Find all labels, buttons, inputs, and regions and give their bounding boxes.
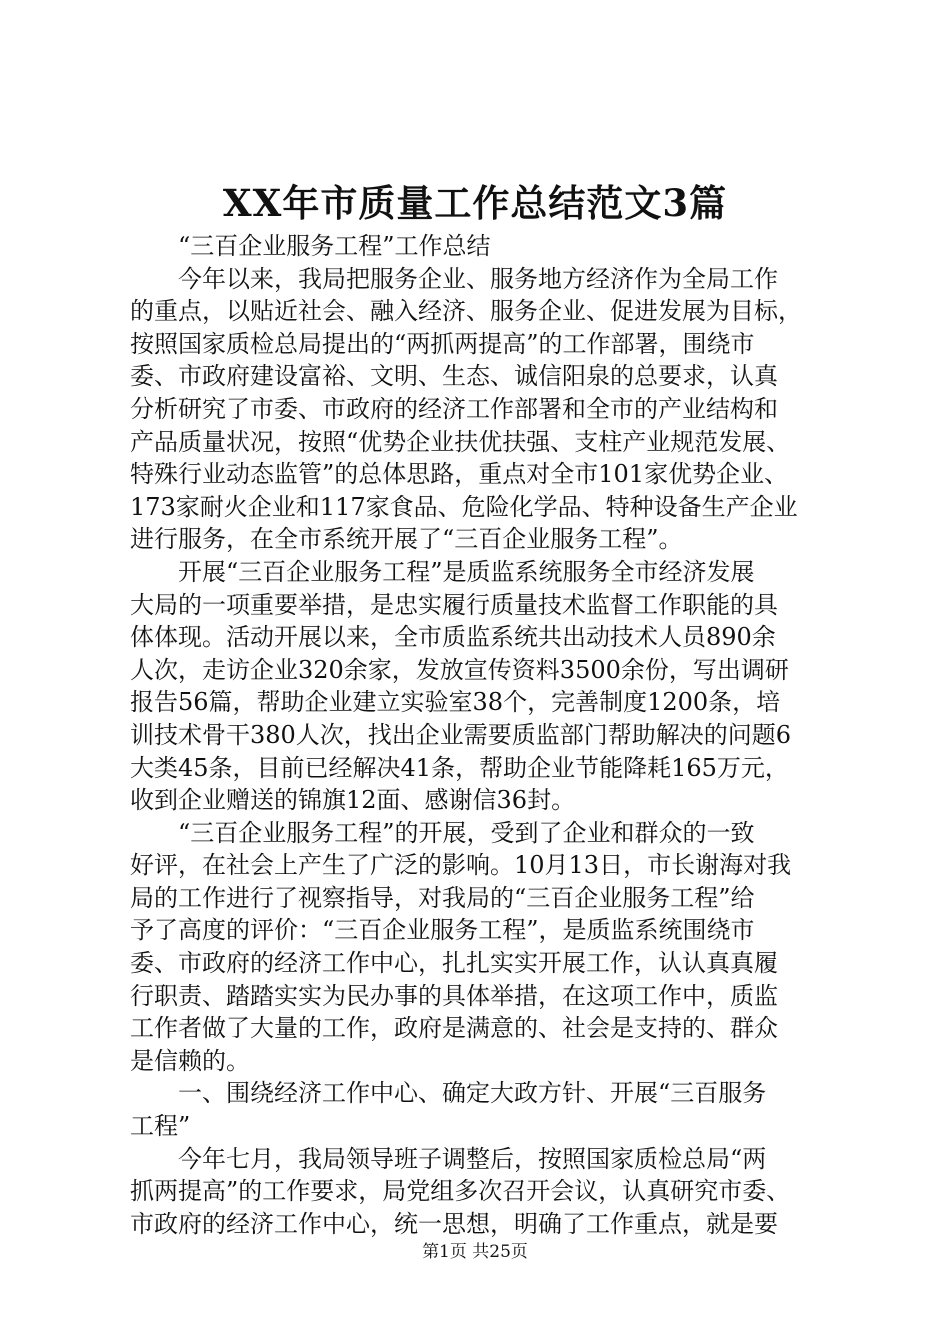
body-text-line: 进行服务，在全市系统开展了“三百企业服务工程”。 bbox=[130, 525, 683, 554]
body-text-line: 173家耐火企业和117家食品、危险化学品、特种设备生产企业 bbox=[130, 492, 798, 521]
body-text-line: 是信赖的。 bbox=[130, 1046, 250, 1075]
body-text-line: 特殊行业动态监管”的总体思路，重点对全市101家优势企业、 bbox=[130, 460, 789, 489]
body-text-line: 的重点，以贴近社会、融入经济、服务企业、促进发展为目标， bbox=[130, 297, 802, 326]
body-text-line: 大类45条，目前已经解决41条，帮助企业节能降耗165万元， bbox=[130, 753, 789, 782]
body-text-line: 工作者做了大量的工作，政府是满意的、社会是支持的、群众 bbox=[130, 1014, 778, 1043]
body-text-line: 人次，走访企业320余家，发放宣传资料3500余份，写出调研 bbox=[130, 655, 789, 684]
body-text-line: 局的工作进行了视察指导，对我局的“三百企业服务工程”给 bbox=[130, 883, 755, 912]
body-text-line: “三百企业服务工程”的开展，受到了企业和群众的一致 bbox=[130, 818, 755, 847]
body-text-line: 一、围绕经济工作中心、确定大政方针、开展“三百服务 bbox=[130, 1079, 767, 1108]
body-text-line: 市政府的经济工作中心，统一思想，明确了工作重点，就是要 bbox=[130, 1209, 778, 1238]
body-text-line: 大局的一项重要举措，是忠实履行质量技术监督工作职能的具 bbox=[130, 590, 778, 619]
body-text-line: 训技术骨干380人次，找出企业需要质监部门帮助解决的问题6 bbox=[130, 720, 792, 749]
body-text-line: 工程” bbox=[130, 1112, 191, 1141]
body-text-line: 行职责、踏踏实实为民办事的具体举措，在这项工作中，质监 bbox=[130, 981, 778, 1010]
body-text-line: “三百企业服务工程”工作总结 bbox=[130, 232, 491, 260]
document-title: XX年市质量工作总结范文3篇 bbox=[222, 181, 728, 225]
body-text-line: 好评，在社会上产生了广泛的影响。10月13日，市长谢海对我 bbox=[130, 851, 792, 880]
body-text-line: 予了高度的评价：“三百企业服务工程”，是质监系统围绕市 bbox=[130, 916, 755, 945]
body-text-line: 抓两提高”的工作要求，局党组多次召开会议，认真研究市委、 bbox=[130, 1177, 791, 1206]
page-number-footer: 第1页 共25页 bbox=[422, 1242, 528, 1262]
body-text-line: 开展“三百企业服务工程”是质监系统服务全市经济发展 bbox=[130, 557, 755, 586]
body-text-line: 委、市政府的经济工作中心，扎扎实实开展工作，认认真真履 bbox=[130, 949, 778, 978]
document-body bbox=[130, 230, 825, 1240]
body-text-line: 分析研究了市委、市政府的经济工作部署和全市的产业结构和 bbox=[130, 394, 778, 423]
body-text-line: 今年七月，我局领导班子调整后，按照国家质检总局“两 bbox=[130, 1144, 767, 1173]
body-text-line: 委、市政府建设富裕、文明、生态、诚信阳泉的总要求，认真 bbox=[130, 362, 778, 391]
body-text-line: 报告56篇，帮助企业建立实验室38个，完善制度1200条，培 bbox=[130, 688, 781, 717]
body-text-line: 收到企业赠送的锦旗12面、感谢信36封。 bbox=[130, 786, 576, 815]
body-text-line: 按照国家质检总局提出的“两抓两提高”的工作部署，围绕市 bbox=[130, 329, 755, 358]
body-text-line: 今年以来，我局把服务企业、服务地方经济作为全局工作 bbox=[130, 264, 778, 293]
body-text-line: 体体现。活动开展以来，全市质监系统共出动技术人员890余 bbox=[130, 623, 776, 652]
body-text-line: 产品质量状况，按照“优势企业扶优扶强、支柱产业规范发展、 bbox=[130, 427, 791, 456]
